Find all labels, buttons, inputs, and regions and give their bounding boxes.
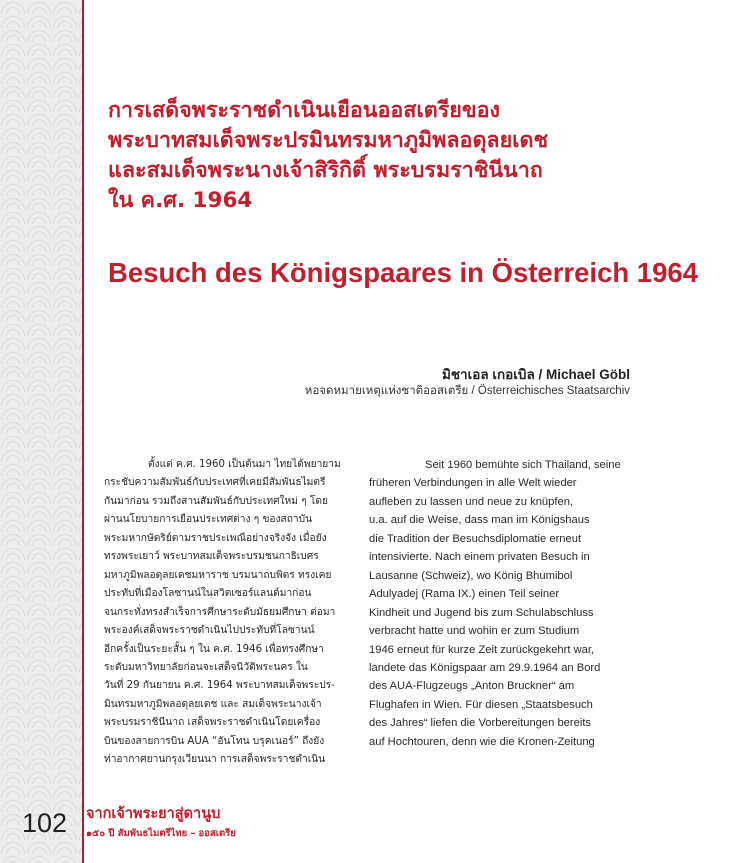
text-line: aufleben zu lassen und neue zu knüpfen, bbox=[369, 495, 574, 508]
thai-title bbox=[108, 96, 708, 216]
text-line: 1946 erneut für kurze Zeit zurückgekehrt war, bbox=[369, 643, 595, 656]
text-line: Adulyadej (Rama IX.) einen Teil seiner bbox=[369, 588, 560, 601]
text-line: verbracht hatte und wohin er zum Studium bbox=[369, 625, 580, 638]
text-line: ทรงพระเยาว์ พระบาทสมเด็จพระบรมชนกาธิเบศร bbox=[104, 551, 319, 563]
text-line: des AUA-Flugzeugs „Anton Bruckner“ am bbox=[369, 680, 575, 693]
decorative-wave-band bbox=[0, 0, 82, 863]
text-line: Flughafen in Wien. Für diesen „Staatsbesuch bbox=[369, 698, 593, 711]
vertical-divider bbox=[82, 0, 84, 863]
thai-title-line: ใน ค.ศ. 1964 bbox=[108, 188, 253, 213]
thai-text-column bbox=[104, 456, 362, 770]
text-line: ผ่านนโยบายการเยือนประเทศต่าง ๆ ของสถาบัน bbox=[104, 514, 313, 526]
text-line: มหาภูมิพลอดุลยเดชมหาราช บรมนาถบพิตร ทรงเคย bbox=[104, 569, 332, 581]
text-line: u.a. auf die Weise, dass man im Königshaus bbox=[369, 514, 590, 527]
text-line: ท่าอากาศยานกรุงเวียนนา การเสด็จพระราชดำเนิน bbox=[104, 754, 326, 766]
text-line: อีกครั้งเป็นระยะสั้น ๆ ใน ค.ศ. 1946 เพื่อทรงศึกษา bbox=[104, 643, 324, 655]
text-line: Kindheit und Jugend bis zum Schulabschluss bbox=[369, 606, 594, 619]
text-line: พระมหากษัตริย์ตามราชประเพณีอย่างจริงจัง เมื่อยัง bbox=[104, 532, 327, 544]
text-line: ตั้งแต่ ค.ศ. 1960 เป็นต้นมา ไทยได้พยายาม bbox=[148, 459, 341, 470]
text-line: มินทรมหาภูมิพลอดุลยเดช และ สมเด็จพระนางเจ้า bbox=[104, 698, 322, 710]
text-line: ระดับมหาวิทยาลัยก่อนจะเสด็จนิวัติพระนคร ใน bbox=[104, 661, 308, 673]
text-line: พระองค์เสด็จพระราชดำเนินไปประทับที่โลซานน์ bbox=[104, 625, 315, 637]
text-line: auf Hochtouren, denn wie die Kronen-Zeitung bbox=[369, 735, 595, 748]
text-line: Lausanne (Schweiz), wo König Bhumibol bbox=[369, 569, 573, 582]
page-number: 102 bbox=[22, 808, 68, 838]
thai-title-line: และสมเด็จพระนางเจ้าสิริกิติ์ พระบรมราชินีนาถ bbox=[108, 158, 543, 183]
text-line: früheren Verbindungen in alle Welt wieder bbox=[369, 477, 577, 490]
text-line: กระชับความสัมพันธ์กับประเทศที่เคยมีสัมพันธไมตรี bbox=[104, 477, 326, 489]
thai-title-line: การเสด็จพระราชดำเนินเยือนออสเตรียของ bbox=[108, 98, 500, 123]
text-line: จนกระทั่งทรงสำเร็จการศึกษาระดับมัธยมศึกษา ต่อมา bbox=[104, 606, 336, 618]
thai-title-line: พระบาทสมเด็จพระปรมินทรมหาภูมิพลอดุลยเดช bbox=[108, 128, 549, 153]
german-title: Besuch des Königspaares in Österreich 1964 bbox=[108, 257, 698, 288]
text-line: ประทับที่เมืองโลซานน์ในสวิตเซอร์แลนด์มาก่อน bbox=[104, 588, 312, 600]
german-text-column bbox=[369, 456, 627, 751]
text-line: Seit 1960 bemühte sich Thailand, seine bbox=[425, 459, 621, 471]
text-line: die Tradition der Besuchsdiplomatie erneut bbox=[369, 532, 582, 545]
text-line: บินของสายการบิน AUA “อันโทน บรุคเนอร์” ถึงยัง bbox=[104, 735, 325, 747]
text-line: landete das Königspaar am 29.9.1964 an Bord bbox=[369, 661, 601, 674]
text-line: des Jahres“ liefen die Vorbereitungen bereits bbox=[369, 717, 592, 730]
text-line: พระบรมราชินีนาถ เสด็จพระราชดำเนินโดยเครื่อง bbox=[104, 717, 321, 729]
author-name: มิชาเอล เกอเบิล / Michael Göbl bbox=[441, 367, 630, 382]
text-line: วันที่ 29 กันยายน ค.ศ. 1964 พระบาทสมเด็จพระปร- bbox=[104, 680, 335, 692]
footer-book-title: จากเจ้าพระยาสู่ดานูบ bbox=[86, 806, 221, 822]
text-line: intensivierte. Nach einem privaten Besuch in bbox=[369, 551, 590, 564]
author-affiliation: หอจดหมายเหตุแห่งชาติออสเตรีย / Österreichisches Staatsarchiv bbox=[304, 385, 630, 397]
text-line: กันมาก่อน รวมถึงสานสัมพันธ์กับประเทศใหม่ ๆ โดย bbox=[104, 495, 328, 507]
footer-book-subtitle: ๑๕๐ ปี สัมพันธไมตรีไทย – ออสเตรีย bbox=[86, 828, 236, 839]
